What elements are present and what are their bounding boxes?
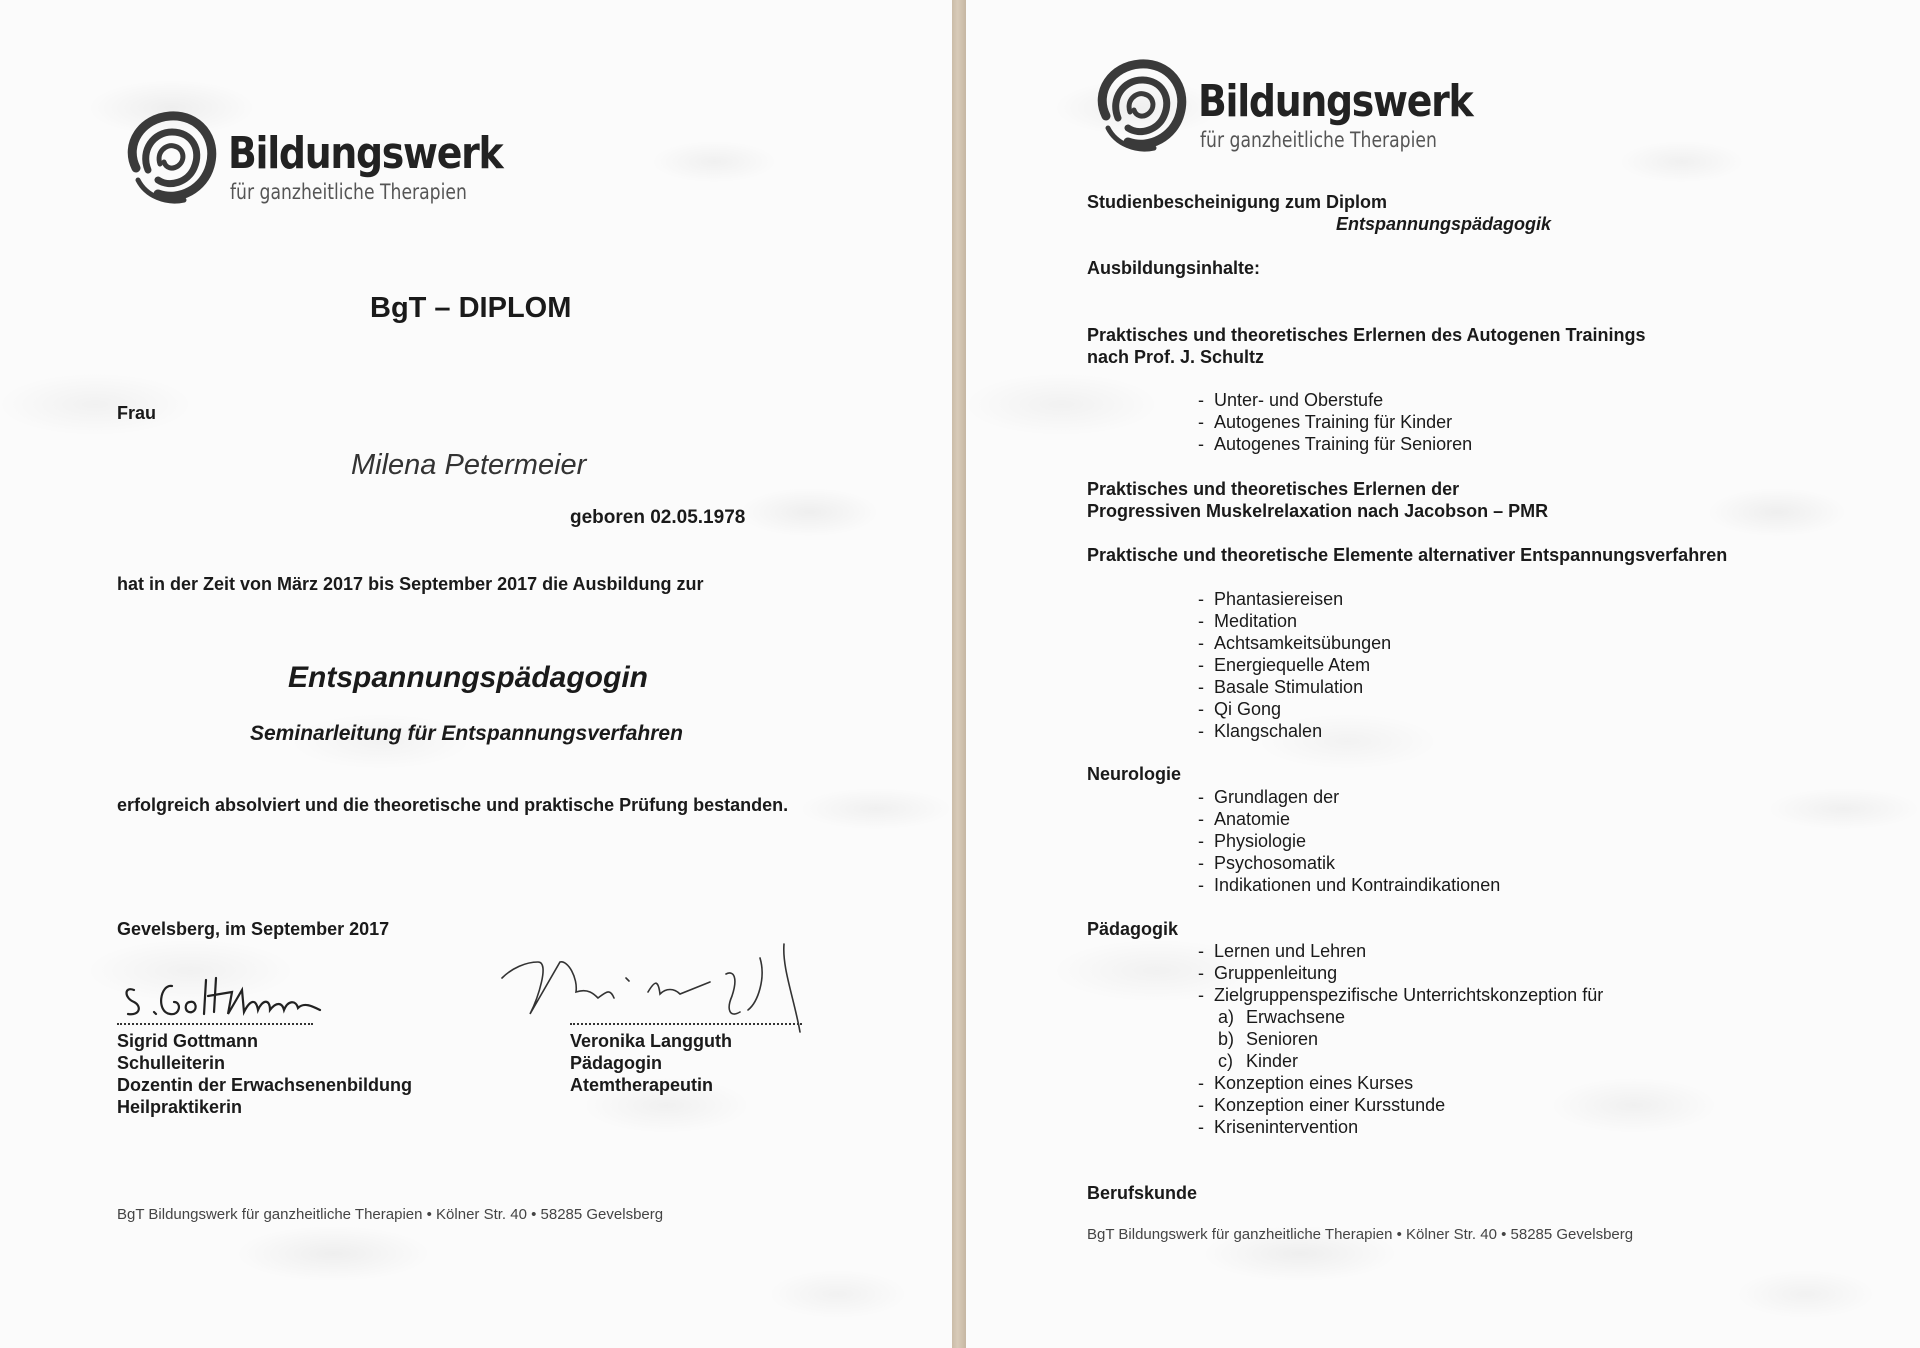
list-item: - Anatomie xyxy=(1198,809,1291,829)
list-item: - Indikationen und Kontraindikationen xyxy=(1198,875,1501,895)
rose-logo-icon xyxy=(1088,56,1192,156)
list-item: c) Kinder xyxy=(1218,1051,1299,1071)
section-alternative-methods: Praktische und theoretische Elemente alternativer Entspannungsverfahren xyxy=(1087,545,1728,565)
footer-address: BgT Bildungswerk für ganzheitliche Therapien • Kölner Str. 40 • 58285 Gevelsberg xyxy=(117,1206,664,1223)
list-item: - Meditation xyxy=(1198,611,1298,631)
signature-gottmann-icon xyxy=(120,972,340,1026)
signature-line-1 xyxy=(117,1023,313,1025)
list-alternative-methods xyxy=(1198,588,1391,742)
qualification-subtitle: Seminarleitung für Entspannungsverfahren xyxy=(250,722,683,745)
study-certificate-page xyxy=(966,0,1920,1348)
list-item: - Phantasiereisen xyxy=(1198,589,1344,609)
list-item: - Autogenes Training für Kinder xyxy=(1198,412,1453,432)
list-item: a) Erwachsene xyxy=(1218,1007,1346,1027)
list-item: - Gruppenleitung xyxy=(1198,963,1338,983)
signer-1-role-3: Heilpraktikerin xyxy=(117,1097,243,1117)
contents-label: Ausbildungsinhalte: xyxy=(1087,258,1260,278)
list-autogenic-training xyxy=(1198,389,1472,455)
section-heading-line: Progressiven Muskelrelaxation nach Jacobson – PMR xyxy=(1087,501,1549,521)
list-item: - Autogenes Training für Senioren xyxy=(1198,434,1473,454)
list-pedagogy-target-groups xyxy=(1218,1006,1345,1072)
signature-line-2 xyxy=(570,1023,802,1025)
signer-2-block xyxy=(570,1030,732,1096)
footer-address: BgT Bildungswerk für ganzheitliche Therapien • Kölner Str. 40 • 58285 Gevelsberg xyxy=(1087,1226,1634,1243)
section-neurology: Neurologie xyxy=(1087,764,1182,784)
list-item: - Konzeption einer Kursstunde xyxy=(1198,1095,1446,1115)
certificate-heading: Studienbescheinigung zum Diplom xyxy=(1087,192,1388,212)
signer-1-role-1: Schulleiterin xyxy=(117,1053,226,1073)
list-pedagogy-courses xyxy=(1198,1072,1445,1138)
section-pedagogy: Pädagogik xyxy=(1087,919,1179,939)
signer-2-role-2: Atemtherapeutin xyxy=(570,1075,714,1095)
section-pmr xyxy=(1087,478,1548,522)
list-item: - Psychosomatik xyxy=(1198,853,1336,873)
diploma-title: BgT – DIPLOM xyxy=(370,292,572,324)
signer-2-name: Veronika Langguth xyxy=(570,1031,733,1051)
list-item: - Basale Stimulation xyxy=(1198,677,1364,697)
birth-date: geboren 02.05.1978 xyxy=(570,507,746,528)
list-item: - Konzeption eines Kurses xyxy=(1198,1073,1414,1093)
certificate-subject: Entspannungspädagogik xyxy=(1336,214,1552,234)
list-item: - Qi Gong xyxy=(1198,699,1282,719)
signer-1-block xyxy=(117,1030,412,1118)
section-professional-studies: Berufskunde xyxy=(1087,1183,1198,1203)
section-heading-line: Praktisches und theoretisches Erlernen des Autogenen Trainings xyxy=(1087,325,1646,345)
logo-subtitle: für ganzheitliche Therapien xyxy=(230,180,467,204)
page-divider xyxy=(952,0,966,1348)
list-item: - Achtsamkeitsübungen xyxy=(1198,633,1392,653)
list-item: - Unter- und Oberstufe xyxy=(1198,390,1384,410)
salutation: Frau xyxy=(117,403,157,423)
bildungswerk-logo xyxy=(1088,56,1488,156)
qualification-title: Entspannungspädagogin xyxy=(288,661,648,694)
section-autogenic-training xyxy=(1087,324,1645,368)
person-name: Milena Petermeier xyxy=(351,449,587,481)
period-text: hat in der Zeit von März 2017 bis September 2017 die Ausbildung zur xyxy=(117,574,704,594)
signer-1-role-2: Dozentin der Erwachsenenbildung xyxy=(117,1075,413,1095)
list-item: - Physiologie xyxy=(1198,831,1307,851)
list-item: - Klangschalen xyxy=(1198,721,1323,741)
list-item: - Krisenintervention xyxy=(1198,1117,1359,1137)
diploma-page xyxy=(0,0,952,1348)
list-item: - Zielgruppenspezifische Unterrichtskonzeption für xyxy=(1198,985,1604,1005)
logo-name: Bildungswerk xyxy=(1198,76,1473,127)
list-neurology xyxy=(1198,786,1500,896)
rose-logo-icon xyxy=(118,108,222,208)
section-heading-line: nach Prof. J. Schultz xyxy=(1087,347,1265,367)
list-item: b) Senioren xyxy=(1218,1029,1319,1049)
logo-name: Bildungswerk xyxy=(228,128,503,179)
list-item: - Grundlagen der xyxy=(1198,787,1340,807)
signer-1-name: Sigrid Gottmann xyxy=(117,1031,258,1051)
list-item: - Energiequelle Atem xyxy=(1198,655,1371,675)
list-pedagogy xyxy=(1198,940,1603,1006)
list-item: - Lernen und Lehren xyxy=(1198,941,1367,961)
completion-text: erfolgreich absolviert und die theoretische und praktische Prüfung bestanden. xyxy=(117,795,789,815)
section-heading-line: Praktisches und theoretisches Erlernen der xyxy=(1087,479,1460,499)
signer-2-role-1: Pädagogin xyxy=(570,1053,663,1073)
place-date: Gevelsberg, im September 2017 xyxy=(117,919,390,939)
logo-subtitle: für ganzheitliche Therapien xyxy=(1200,128,1437,152)
bildungswerk-logo xyxy=(118,108,518,208)
